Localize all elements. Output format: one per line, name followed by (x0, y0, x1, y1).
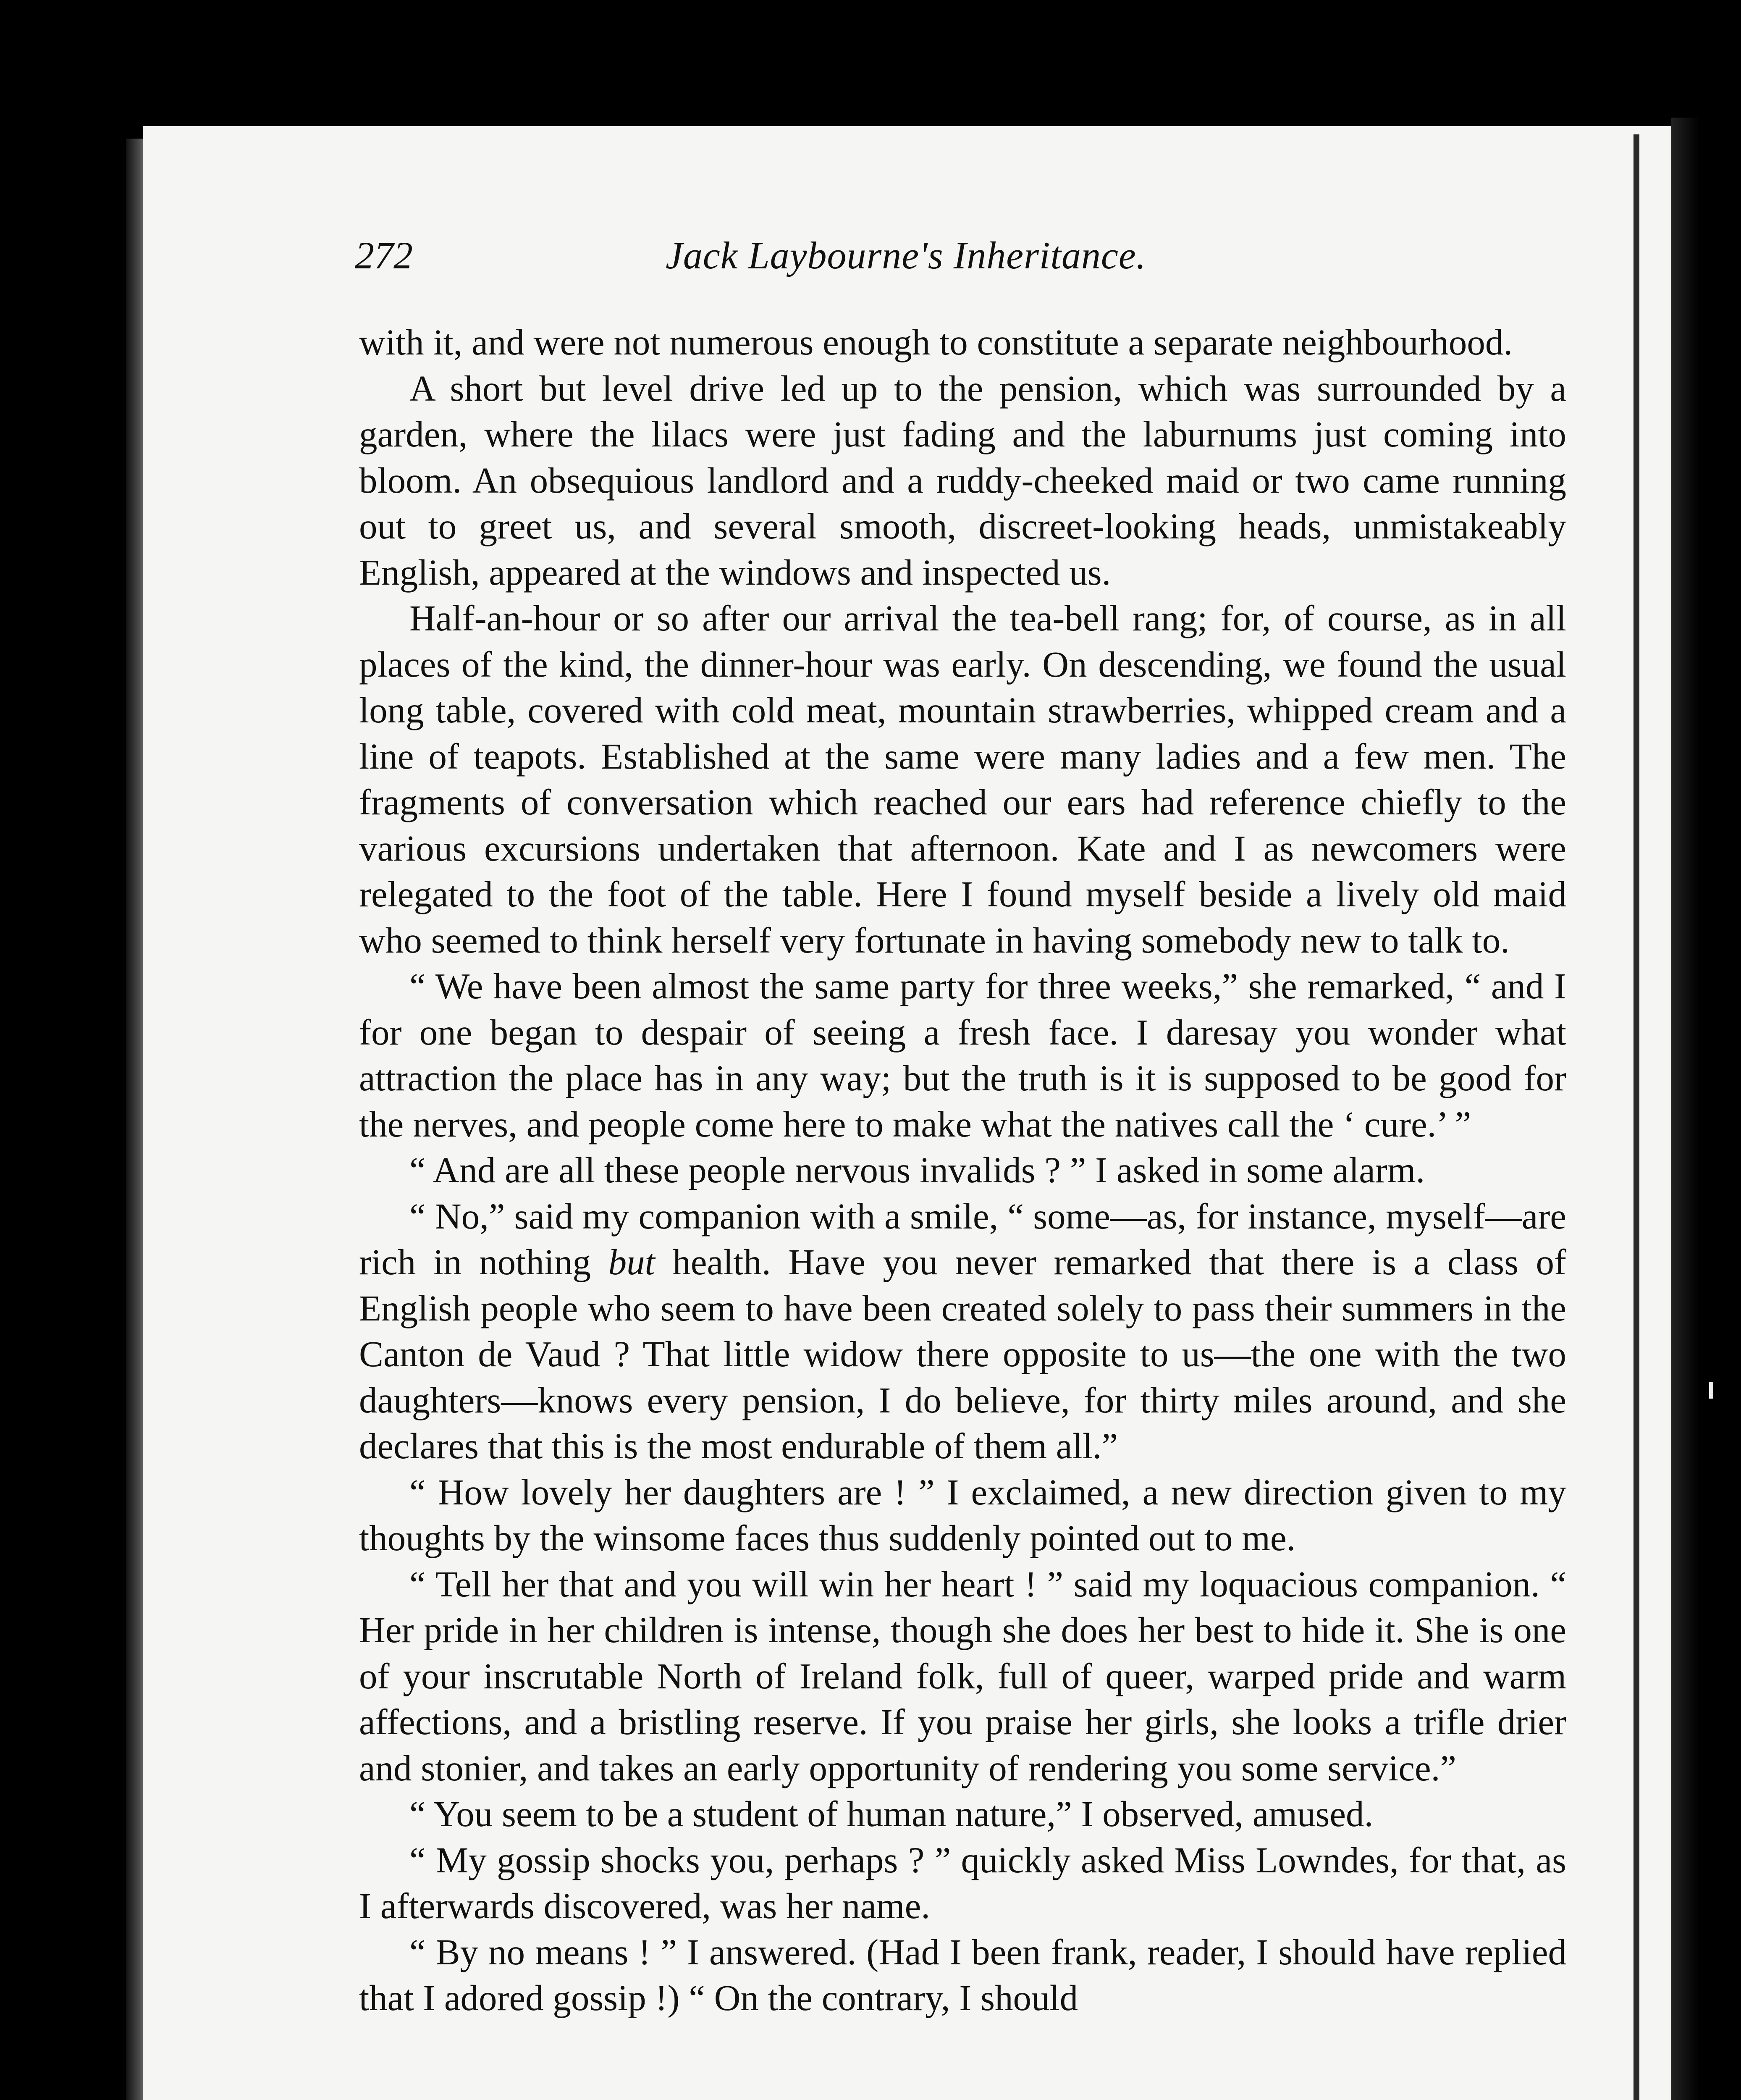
running-title: Jack Laybourne's Inheritance. (666, 234, 1146, 277)
paragraph: “ We have been almost the same party for three weeks,” she remarked, “ and I for one began to despair of seeing a fresh face. I daresay you wonder what attraction the place has in any way; but the truth is it is supposed to be good for the nerves, and people come here to make what the natives call the ‘ cure.’ ” (359, 966, 1566, 1144)
paragraph: Half-an-hour or so after our arrival the tea-bell rang; for, of course, as in all places of the kind, the dinner-hour was early. On descending, we found the usual long table, covered with cold meat, mountain strawberries, whipped cream and a line of teapots. Established at the same were many ladies and a few men. The fragments of conversation which reached our ears had reference chiefly to the various excursions undertaken that afternoon. Kate and I as newcomers were relegated to the foot of the table. Here I found myself beside a lively old maid who seemed to think herself very fortunate in having somebody new to talk to. (359, 598, 1566, 961)
paragraph: with it, and were not numerous enough to constitute a separate neighbourhood. (359, 322, 1513, 362)
page-edge-line (1633, 134, 1639, 2100)
paragraph: “ My gossip shocks you, perhaps ? ” quickly asked Miss Lowndes, for that, as I afterwards discovered, was her name. (359, 1839, 1566, 1926)
edge-mark (1709, 1382, 1713, 1399)
paragraph: A short but level drive led up to the pension, which was surrounded by a garden, where the lilacs were just fading and the laburnums just coming into bloom. An obsequious landlord and a ruddy-cheeked maid or two came running out to greet us, and several smooth, discreet-looking heads, unmistakeably English, appeared at the windows and inspected us. (359, 368, 1566, 593)
facing-page-edge (1671, 118, 1741, 2100)
paragraph (359, 1193, 1566, 1469)
paragraph: “ By no means ! ” I answered. (Had I been frank, reader, I should have replied that I adored gossip !) “ On the contrary, I should (359, 1931, 1566, 2018)
page-number: 272 (355, 234, 413, 277)
paragraph-text: “ No,” said my companion with a smile, “ some—as, for instance, myself—are rich in nothing (359, 1195, 1566, 1282)
page-header (355, 233, 1564, 284)
paragraph: “ Tell her that and you will win her heart ! ” said my loquacious companion. “ Her pride in her children is intense, though she does her best to hide it. She is one of your inscrutable North of Ireland folk, full of queer, warped pride and warm affections, and a bristling reserve. If you praise her girls, she looks a trifle drier and stonier, and takes an early opportunity of rendering you some service.” (359, 1563, 1566, 1788)
body-text (359, 319, 1566, 2021)
paragraph: “ You seem to be a student of human nature,” I observed, amused. (409, 1793, 1374, 1834)
paragraph: “ How lovely her daughters are ! ” I exclaimed, a new direction given to my thoughts by the winsome faces thus suddenly pointed out to me. (359, 1471, 1566, 1558)
paragraph: “ And are all these people nervous invalids ? ” I asked in some alarm. (409, 1150, 1425, 1190)
paragraph-text: health. Have you never remarked that there is a class of English people who seem to have been created solely to pass their summers in the Canton de Vaud ? That little widow there opposite to us—the one with the two daughters—knows every pension, I do believe, for thirty miles around, and she declares that this is the most endurable of them all.” (359, 1242, 1566, 1466)
emphasis-text: but (608, 1242, 655, 1282)
